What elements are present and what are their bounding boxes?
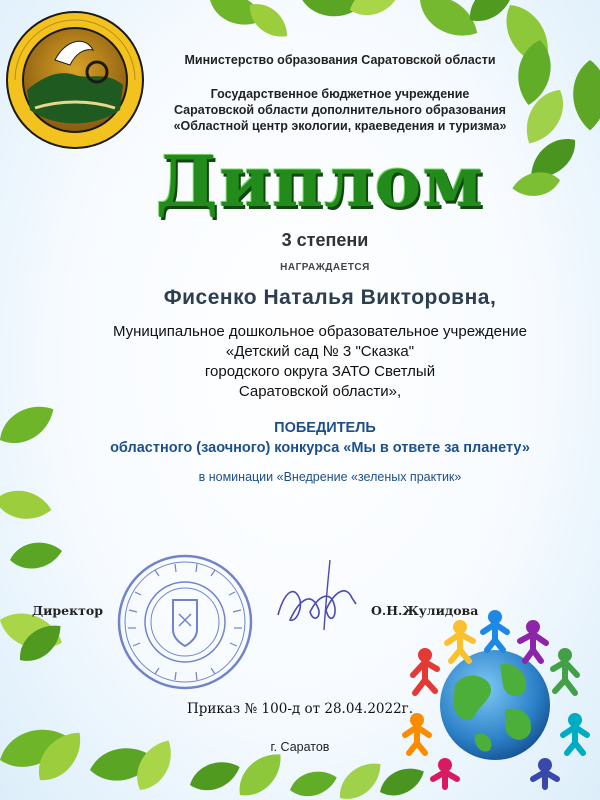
winner-label: ПОБЕДИТЕЛЬ: [274, 420, 376, 436]
organization-line: Саратовской области»,: [238, 383, 402, 400]
contest-name: областного (заочного) конкурса «Мы в ответе за планету»: [110, 440, 530, 456]
logo-emblem: [7, 12, 143, 148]
organization: [40, 322, 600, 402]
handwritten-signature: [278, 591, 356, 620]
city-name: г. Саратов: [270, 740, 330, 754]
institution-name: [130, 86, 550, 134]
director-label: Директор: [32, 603, 103, 618]
left-leaves: [0, 396, 69, 669]
bottom-leaves: [0, 720, 429, 800]
institution-line: Саратовской области дополнительного образования: [174, 103, 506, 117]
globe-emblem: [405, 610, 587, 787]
diploma-title: Диплом: [155, 140, 485, 223]
institution-line: Государственное бюджетное учреждение: [210, 87, 470, 101]
diploma-degree: 3 степени: [281, 230, 369, 250]
nomination: в номинации «Внедрение «зеленых практик»: [198, 470, 462, 484]
official-stamp: [119, 556, 251, 688]
organization-line: Муниципальное дошкольное образовательное учреждение: [112, 323, 528, 340]
order-number: Приказ № 100-д от 28.04.2022г.: [186, 701, 414, 717]
signer-name: О.Н.Жулидова: [371, 603, 479, 618]
institution-line: «Областной центр экологии, краеведения и туризма»: [173, 119, 507, 133]
awarded-label: НАГРАЖДАЕТСЯ: [280, 262, 370, 273]
organization-line: городского округа ЗАТО Светлый: [204, 363, 436, 380]
organization-line: «Детский сад № 3 "Сказка": [225, 343, 415, 360]
ministry-name: Министерство образования Саратовской области: [184, 53, 496, 67]
recipient-name: Фисенко Наталья Викторовна,: [163, 286, 497, 309]
